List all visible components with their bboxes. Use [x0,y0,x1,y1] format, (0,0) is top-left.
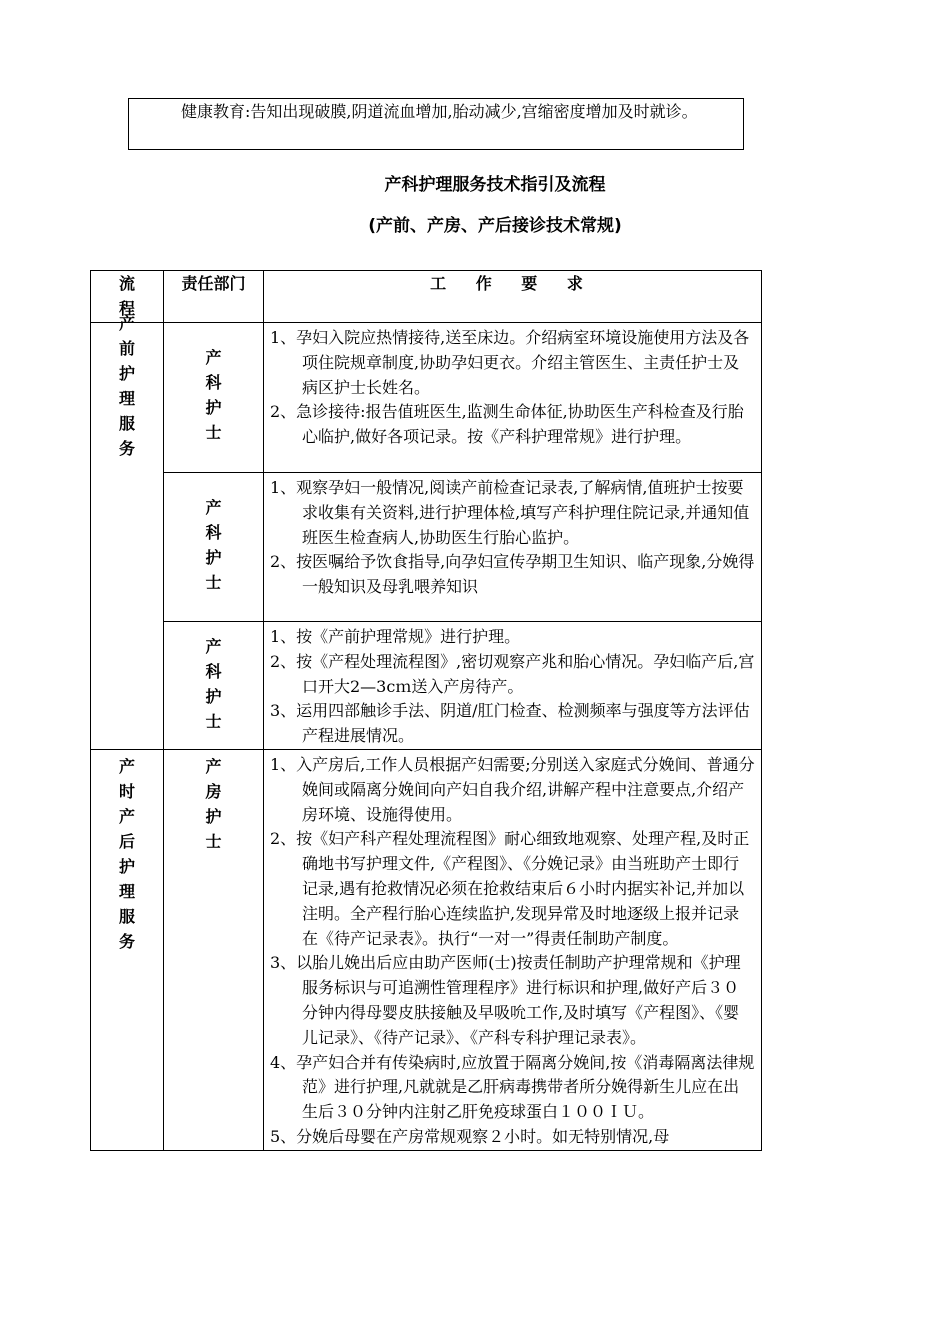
list-item: 5、分娩后母婴在产房常规观察２小时。如无特别情况,母 [270,1126,670,1146]
table-row [91,323,762,473]
requirements-cell [264,473,762,622]
health-education-box [128,98,744,150]
table-row [91,749,762,1150]
list-item: 3、运用四部触诊手法、阴道/肛门检查、检测频率与强度等方法评估产程进展情况。 [270,701,750,746]
requirements-list [264,622,761,749]
list-item: 2、按《产程处理流程图》,密切观察产兆和胎心情况。孕妇临产后,宫口开大2—3cｍ送入产房待产。 [270,651,755,696]
dept-label: 产房护士 [205,756,222,851]
dept-cell [164,749,264,1150]
page-subtitle: (产前、产房、产后接诊技术常规) [368,216,622,236]
dept-label: 产科护士 [205,498,222,592]
flow-cell-antenatal [91,314,164,750]
table-row [91,622,762,750]
list-item: 2、按《妇产科产程处理流程图》耐心细致地观察、处理产程,及时正确地书写护理文件,《产程图》、《分娩记录》由当班助产士即行记录,遇有抢救情况必须在抢救结束后６小时内据实补记,并加以注明。全产程行胎心连续监护,发现异常及时地逐级上报并记录在《待产记录表》。执行“一对一”得责任制助产制度。 [270,829,750,948]
list-item: 1、孕妇入院应热情接待,送至床边。介绍病室环境设施使用方法及各项住院规章制度,协助孕妇更衣。介绍主管医生、主责任护士及病区护士长姓名。 [270,328,750,397]
header-requirements: 工 作 要 求 [264,271,762,323]
table-header-row [91,271,762,323]
page-title: 产科护理服务技术指引及流程 [384,175,606,195]
dept-cell [164,323,264,473]
list-item: 3、以胎儿娩出后应由助产医师(士)按责任制助产护理常规和《护理服务标识与可追溯性管理程序》进行标识和护理,做好产后３０分钟内得母婴皮肤接触及早吸吮工作,及时填写《产程图》、《婴儿记录》、《待产记录》、《产科专科护理记录表》。 [270,953,741,1047]
table-row [91,473,762,622]
header-dept: 责任部门 [164,271,264,323]
requirements-cell [264,622,762,750]
requirements-cell [264,749,762,1150]
dept-label: 产科护士 [205,348,222,442]
list-item: 1、入产房后,工作人员根据产妇需要;分别送入家庭式分娩间、普通分娩间或隔离分娩间向产妇自我介绍,讲解产程中注意要点,介绍产房环境、设施得使用。 [270,754,755,824]
dept-cell [164,622,264,750]
dept-label: 产科护士 [205,637,222,731]
flow-label: 产前护理服务 [119,314,136,458]
flow-cell-intrapartum [91,749,164,1150]
dept-cell [164,473,264,622]
requirements-list [264,323,761,450]
header-flow: 流程 [91,271,164,323]
list-item: 4、孕产妇合并有传染病时,应放置于隔离分娩间,按《消毒隔离法律规范》进行护理,凡就就是乙肝病毒携带者所分娩得新生儿应在出生后３０分钟内注射乙肝免疫球蛋白１００ＩＵ。 [270,1052,755,1122]
flow-label: 产时产后护理服务 [119,756,136,951]
list-item: 1、观察孕妇一般情况,阅读产前检查记录表,了解病情,值班护士按要求收集有关资料,进行护理体检,填写产科护理住院记录,并通知值班医生检查病人,协助医生行胎心监护。 [270,478,750,547]
requirements-list [264,473,761,600]
list-item: 2、急诊接待:报告值班医生,监测生命体征,协助医生产科检查及行胎心临护,做好各项记录。按《产科护理常规》进行护理。 [270,402,744,447]
requirements-cell [264,323,762,473]
requirements-list [264,750,761,1150]
list-item: 2、按医嘱给予饮食指导,向孕妇宣传孕期卫生知识、临产现象,分娩得一般知识及母乳喂养知识 [270,552,755,597]
procedure-table [90,270,762,1151]
list-item: 1、按《产前护理常规》进行护理。 [270,627,521,646]
health-education-text: 健康教育:告知出现破膜,阴道流血增加,胎动减少,宫缩密度增加及时就诊。 [181,102,698,121]
